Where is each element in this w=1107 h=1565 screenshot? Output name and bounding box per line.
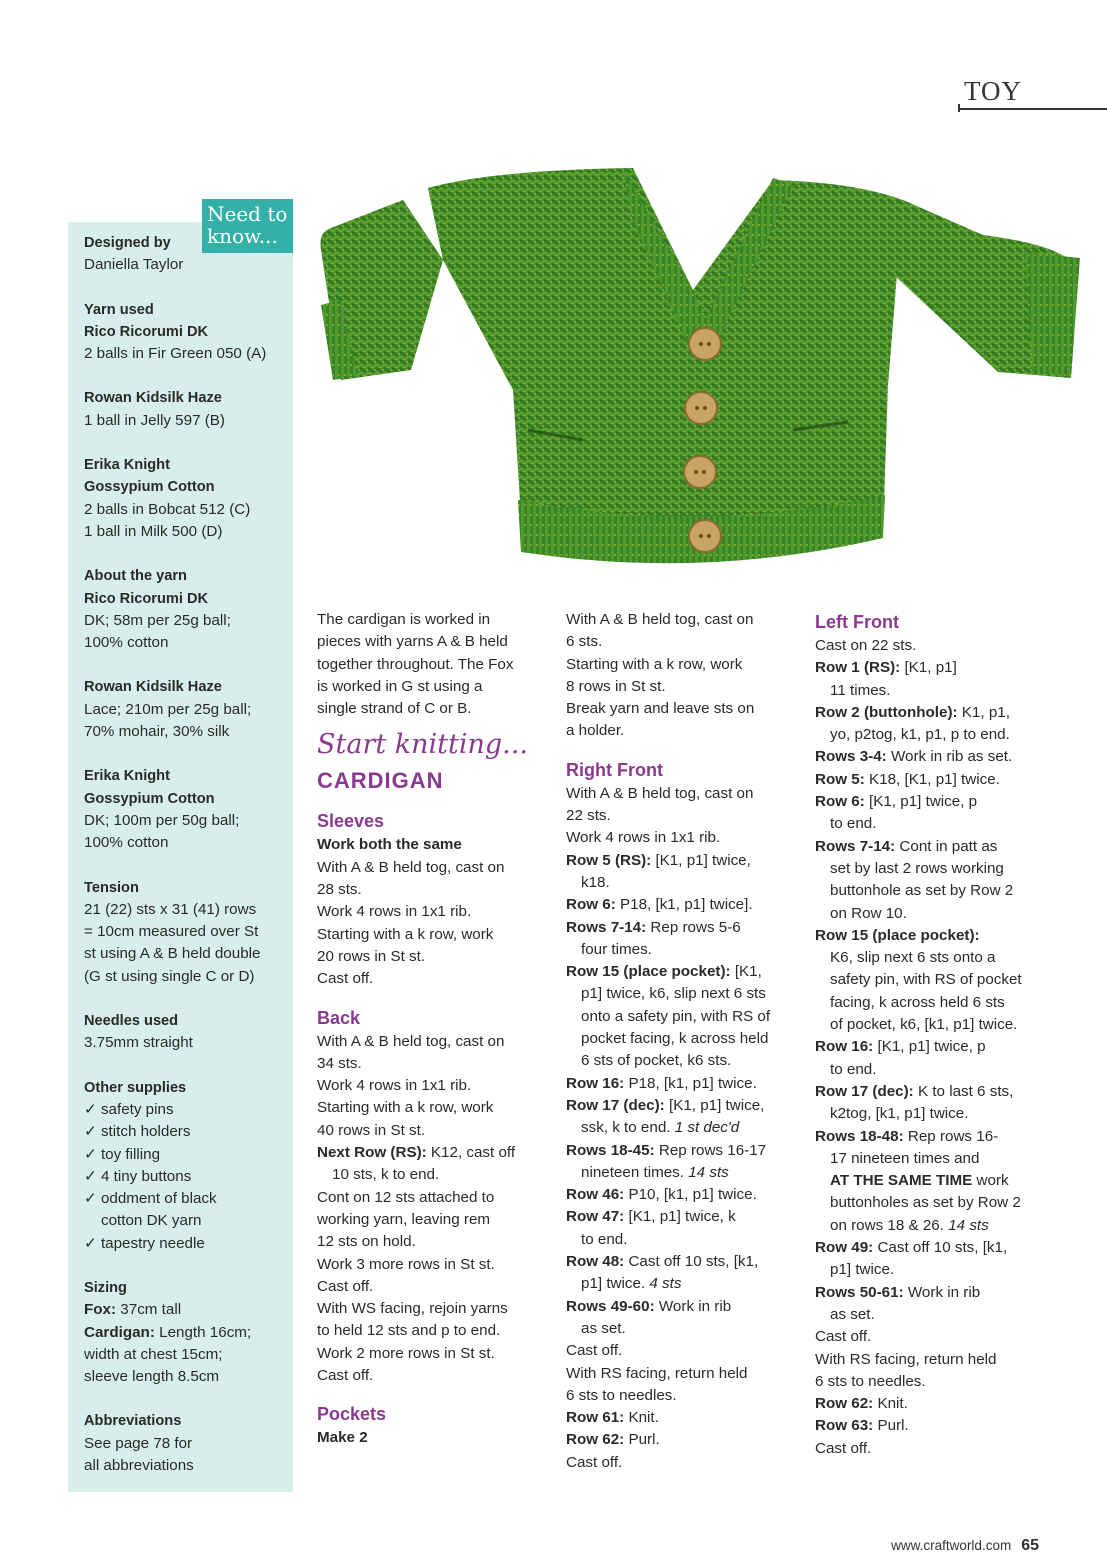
row-text: P10, [k1, p1] twice. — [628, 1186, 757, 1204]
sleeves-line: With A & B held tog, cast on — [317, 858, 505, 876]
row-17 — [815, 1081, 1055, 1103]
supply-item-continued: cotton DK yarn — [101, 1212, 202, 1230]
supply-item: ✓ 4 tiny buttons — [84, 1167, 192, 1185]
sleeves-line: 28 sts. — [317, 881, 362, 899]
row-6 — [566, 894, 806, 916]
row-17 — [566, 1095, 806, 1117]
row-text: [K1, p1] — [904, 659, 957, 677]
row-label: Row 49: — [815, 1239, 874, 1257]
sidebar-line: 21 (22) sts x 31 (41) rows — [84, 900, 257, 918]
row-label: Row 15 (place pocket): — [815, 926, 980, 944]
row-62 — [815, 1393, 1055, 1415]
sidebar-subheading: Rico Ricorumi DK — [84, 323, 209, 340]
row-5 — [815, 769, 1055, 791]
cast-off-line: Cast off. — [566, 1453, 623, 1471]
sizing-fox-value: 37cm tall — [120, 1301, 182, 1319]
sidebar-line: width at chest 15cm; — [84, 1345, 223, 1363]
row-text: [K1, p1] twice, p — [877, 1038, 986, 1056]
back-line: 40 rows in St st. — [317, 1121, 426, 1139]
row-text: Work in rib — [907, 1283, 981, 1301]
pattern-column-3 — [815, 609, 1055, 1460]
sidebar-content — [84, 232, 289, 1499]
sidebar-abbreviations — [84, 1410, 289, 1477]
pockets-line: 8 rows in St st. — [566, 677, 666, 695]
cardigan-illustration — [293, 140, 1107, 590]
left-front-heading: Left Front — [815, 612, 899, 632]
sleeves-heading: Sleeves — [317, 811, 385, 832]
row-label: Rows 49-60: — [566, 1297, 655, 1315]
row-61 — [566, 1407, 806, 1429]
row-text: K6, slip next 6 sts onto a — [830, 949, 996, 967]
row-text: [K1, p1] twice, — [655, 851, 751, 869]
row-text: Work in rib as set. — [890, 748, 1013, 766]
row-label: Row 5 (RS): — [566, 851, 652, 869]
row-5 — [566, 850, 806, 872]
sidebar-heading: Tension — [84, 879, 139, 896]
pockets-heading: Pockets — [317, 1404, 387, 1425]
page-number: 65 — [1021, 1537, 1039, 1554]
cardigan-photo — [293, 140, 1107, 590]
back-heading: Back — [317, 1007, 361, 1028]
right-front-line: 22 sts. — [566, 807, 611, 825]
intro-line: single strand of C or B. — [317, 700, 472, 718]
sleeves-line: Starting with a k row, work — [317, 925, 494, 943]
row-48-cont — [566, 1273, 806, 1295]
button-icon — [684, 456, 716, 488]
right-front-line: With A & B held tog, cast on — [566, 784, 754, 802]
row-text: ssk, k to end. — [581, 1119, 671, 1137]
section-tag-rule — [958, 108, 1107, 110]
rows-18-48-end — [815, 1215, 1055, 1237]
sizing-fox-label: Fox: — [84, 1301, 117, 1319]
row-49 — [815, 1237, 1055, 1259]
supply-item: ✓ oddment of black — [84, 1190, 217, 1208]
row-17-cont — [566, 1117, 806, 1139]
row-text: [K1, — [734, 963, 762, 981]
row-text: k18. — [581, 873, 610, 891]
badge-line: Need to — [207, 202, 288, 226]
badge-line: know... — [207, 224, 278, 248]
back-line: Work 4 rows in 1x1 rib. — [317, 1077, 472, 1095]
row-label: Rows 50-61: — [815, 1283, 904, 1301]
sidebar-heading: Abbreviations — [84, 1413, 182, 1430]
sizing-fox — [84, 1299, 289, 1321]
row-text: Purl. — [877, 1417, 909, 1435]
row-label: Row 5: — [815, 770, 865, 788]
pockets-line: Break yarn and leave sts on — [566, 700, 755, 718]
sleeves-line: Work 4 rows in 1x1 rib. — [317, 903, 472, 921]
row-text: [K1, p1] twice, k — [628, 1208, 736, 1226]
supply-item: ✓ tapestry needle — [84, 1234, 205, 1252]
pockets-line: a holder. — [566, 722, 625, 740]
row-text: Work in rib — [658, 1297, 732, 1315]
sidebar-line: all abbreviations — [84, 1457, 194, 1475]
row-label: Row 17 (dec): — [566, 1096, 665, 1114]
row-1 — [815, 657, 1055, 679]
back-line: 12 sts on hold. — [317, 1233, 416, 1251]
row-text: K1, p1, — [961, 703, 1010, 721]
sidebar-heading: Erika Knight — [84, 768, 170, 785]
row-2 — [815, 702, 1055, 724]
sidebar-heading: Sizing — [84, 1279, 127, 1296]
stitch-count: 4 sts — [649, 1275, 682, 1293]
cast-off-line: Cast off. — [815, 1439, 872, 1457]
row-label: Row 16: — [566, 1074, 625, 1092]
row-label: Rows 3-4: — [815, 748, 887, 766]
row-text: p1] twice. — [830, 1261, 895, 1279]
row-16 — [566, 1073, 806, 1095]
rows-18-48 — [815, 1126, 1055, 1148]
supply-item: ✓ toy filling — [84, 1145, 161, 1163]
sidebar-line: 3.75mm straight — [84, 1034, 193, 1052]
row-48 — [566, 1251, 806, 1273]
row-label: Row 17 (dec): — [815, 1082, 914, 1100]
sidebar-needles — [84, 1010, 289, 1055]
row-text: on rows 18 & 26. — [830, 1216, 944, 1234]
row-label: Row 2 (buttonhole): — [815, 703, 958, 721]
sidebar-heading: Erika Knight — [84, 457, 170, 474]
row-text: k2tog, [k1, p1] twice. — [830, 1105, 969, 1123]
instruction-line: With RS facing, return held — [815, 1350, 997, 1368]
button-icon — [689, 328, 721, 360]
rows-7-14 — [566, 917, 806, 939]
sidebar-subheading: Gossypium Cotton — [84, 479, 215, 496]
row-text: p1] twice, k6, slip next 6 sts — [581, 985, 766, 1003]
sidebar-line: = 10cm measured over St — [84, 923, 259, 941]
rows-49-60 — [566, 1296, 806, 1318]
instruction-line: With RS facing, return held — [566, 1364, 748, 1382]
row-text: 17 nineteen times and — [830, 1149, 980, 1167]
row-label: Row 47: — [566, 1208, 625, 1226]
back-line: Work 2 more rows in St st. — [317, 1344, 495, 1362]
sidebar-about-kidsilk — [84, 676, 289, 743]
sidebar-heading: Needles used — [84, 1013, 179, 1030]
sidebar-subheading: Gossypium Cotton — [84, 790, 215, 807]
row-text: [K1, p1] twice, — [668, 1096, 765, 1114]
sidebar-supplies — [84, 1077, 289, 1255]
start-knitting-heading: Start knitting... — [317, 729, 528, 761]
need-to-know-sidebar — [68, 222, 293, 1492]
rows-18-45-cont — [566, 1162, 806, 1184]
row-label: Rows 7-14: — [815, 837, 896, 855]
row-text: Knit. — [877, 1395, 908, 1413]
row-text: pocket facing, k across held — [581, 1030, 769, 1048]
row-text: K12, cast off — [430, 1144, 516, 1162]
row-text: work — [976, 1172, 1009, 1190]
rows-18-45 — [566, 1140, 806, 1162]
cardigan-heading: CARDIGAN — [317, 768, 444, 794]
row-label: Row 46: — [566, 1186, 625, 1204]
row-text: [K1, p1] twice, p — [869, 793, 978, 811]
sidebar-line: See page 78 for — [84, 1434, 193, 1452]
sizing-cardigan-value: Length 16cm; — [159, 1323, 252, 1341]
pattern-column-2 — [566, 609, 806, 1474]
row-text: Rep rows 16-17 — [658, 1141, 767, 1159]
row-label: Rows 18-48: — [815, 1127, 904, 1145]
rows-50-61 — [815, 1282, 1055, 1304]
sidebar-yarn-erika — [84, 454, 289, 543]
sizing-cardigan — [84, 1322, 289, 1344]
at-same-time — [815, 1170, 1055, 1192]
stitch-count: 1 st dec'd — [674, 1119, 740, 1137]
sidebar-heading: Rowan Kidsilk Haze — [84, 679, 222, 696]
sleeves-subheading: Work both the same — [317, 836, 462, 854]
row-text: to end. — [830, 1060, 877, 1078]
sleeves-line: Cast off. — [317, 970, 374, 988]
row-text: to end. — [830, 815, 877, 833]
sidebar-line: DK; 100m per 50g ball; — [84, 811, 240, 829]
back-line: Cast off. — [317, 1367, 374, 1385]
right-cuff — [1025, 252, 1080, 376]
back-line: With A & B held tog, cast on — [317, 1032, 505, 1050]
footer-url[interactable]: www.craftworld.com — [891, 1538, 1012, 1553]
back-line: 34 sts. — [317, 1054, 362, 1072]
sidebar-line: 2 balls in Fir Green 050 (A) — [84, 345, 267, 363]
sidebar-line: 70% mohair, 30% silk — [84, 723, 230, 741]
sidebar-about-yarn — [84, 565, 289, 654]
pockets-line: 6 sts. — [566, 633, 603, 651]
supply-item: ✓ safety pins — [84, 1100, 174, 1118]
sidebar-line: Lace; 210m per 25g ball; — [84, 700, 252, 718]
row-label: Row 1 (RS): — [815, 659, 901, 677]
sidebar-line: (G st using single C or D) — [84, 967, 255, 985]
sidebar-about-erika — [84, 765, 289, 854]
row-label: Row 6: — [566, 896, 616, 914]
sidebar-sizing — [84, 1277, 289, 1388]
sidebar-line: 1 ball in Jelly 597 (B) — [84, 411, 225, 429]
sidebar-tension — [84, 877, 289, 988]
row-label: Row 6: — [815, 793, 865, 811]
supply-item: ✓ stitch holders — [84, 1123, 191, 1141]
pockets-line: With A & B held tog, cast on — [566, 611, 754, 628]
back-line: Work 3 more rows in St st. — [317, 1255, 495, 1273]
intro-line: is worked in G st using a — [317, 677, 483, 695]
row-text: yo, p2tog, k1, p1, p to end. — [830, 726, 1010, 744]
row-text: p1] twice. — [581, 1275, 646, 1293]
row-text: to end. — [581, 1230, 628, 1248]
row-text: buttonhole as set by Row 2 — [830, 882, 1014, 900]
sidebar-heading: Designed by — [84, 235, 171, 251]
row-text: Cont in patt as — [899, 837, 998, 855]
row-label: Row 62: — [815, 1395, 874, 1413]
back-line: Starting with a k row, work — [317, 1099, 494, 1117]
sizing-cardigan-label: Cardigan: — [84, 1323, 155, 1341]
back-line: working yarn, leaving rem — [317, 1210, 491, 1228]
sidebar-line: sleeve length 8.5cm — [84, 1368, 220, 1386]
page-footer — [891, 1537, 1039, 1555]
sidebar-yarn-kidsilk — [84, 387, 289, 432]
row-62 — [566, 1429, 806, 1451]
row-text: four times. — [581, 940, 652, 958]
sidebar-line: 2 balls in Bobcat 512 (C) — [84, 500, 251, 518]
right-front-line: Work 4 rows in 1x1 rib. — [566, 829, 721, 847]
row-text: nineteen times. — [581, 1163, 684, 1181]
button-icon — [685, 392, 717, 424]
row-text: set by last 2 rows working — [830, 859, 1004, 877]
cardigan-body — [428, 168, 903, 557]
row-text: Knit. — [628, 1409, 659, 1427]
row-text: as set. — [830, 1305, 875, 1323]
row-6 — [815, 791, 1055, 813]
intro-line: pieces with yarns A & B held — [317, 633, 508, 651]
button-icon — [689, 520, 721, 552]
sidebar-heading: Yarn used — [84, 301, 154, 318]
row-label: Row 15 (place pocket): — [566, 963, 731, 981]
back-line: With WS facing, rejoin yarns — [317, 1300, 508, 1318]
sidebar-heading: About the yarn — [84, 568, 187, 585]
row-label: Rows 7-14: — [566, 918, 647, 936]
row-47 — [566, 1206, 806, 1228]
row-label: Row 61: — [566, 1409, 625, 1427]
cast-off-line: Cast off. — [566, 1342, 623, 1360]
row-label: Row 16: — [815, 1038, 874, 1056]
row-15 — [566, 961, 806, 983]
intro-line: The cardigan is worked in — [317, 611, 491, 628]
sidebar-line: DK; 58m per 25g ball; — [84, 611, 231, 629]
instruction-line: 6 sts to needles. — [815, 1372, 926, 1390]
row-text: Cast off 10 sts, [k1, — [877, 1239, 1008, 1257]
sidebar-yarn-used — [84, 299, 289, 366]
row-text: Purl. — [628, 1431, 660, 1449]
row-text: K18, [K1, p1] twice. — [869, 770, 1000, 788]
back-line: Cast off. — [317, 1277, 374, 1295]
row-63 — [815, 1415, 1055, 1437]
row-text: P18, [k1, p1] twice. — [628, 1074, 757, 1092]
section-tag — [958, 76, 1107, 112]
stitch-count: 14 sts — [688, 1163, 729, 1181]
row-text: P18, [k1, p1] twice]. — [620, 896, 753, 914]
row-text: K to last 6 sts, — [917, 1082, 1014, 1100]
emphasis-text: AT THE SAME TIME — [830, 1172, 973, 1190]
sidebar-line: 1 ball in Milk 500 (D) — [84, 522, 223, 540]
back-line: to held 12 sts and p to end. — [317, 1322, 501, 1340]
row-text: onto a safety pin, with RS of — [581, 1007, 771, 1025]
row-text: as set. — [581, 1319, 626, 1337]
sidebar-line: Daniella Taylor — [84, 256, 184, 274]
back-line: Cont on 12 sts attached to — [317, 1188, 495, 1206]
back-line: 10 sts, k to end. — [332, 1166, 440, 1184]
row-text: Rep rows 5-6 — [650, 918, 741, 936]
row-text: buttonholes as set by Row 2 — [830, 1194, 1021, 1212]
pockets-subheading: Make 2 — [317, 1429, 368, 1447]
row-text: 6 sts of pocket, k6 sts. — [581, 1052, 732, 1070]
row-label: Row 48: — [566, 1253, 625, 1271]
intro-line: together throughout. The Fox — [317, 655, 514, 673]
row-16 — [815, 1036, 1055, 1058]
rows-7-14 — [815, 836, 1055, 858]
row-label: Rows 18-45: — [566, 1141, 655, 1159]
row-label: Row 63: — [815, 1417, 874, 1435]
pockets-line: Starting with a k row, work — [566, 655, 743, 673]
row-text: 11 times. — [830, 681, 891, 699]
row-label: Row 62: — [566, 1431, 625, 1449]
sleeves-line: 20 rows in St st. — [317, 947, 426, 965]
row-text: on Row 10. — [830, 904, 907, 922]
sidebar-heading: Other supplies — [84, 1079, 187, 1096]
row-text: Cast off 10 sts, [k1, — [628, 1253, 759, 1271]
rows-3-4 — [815, 746, 1055, 768]
sidebar-line: st using A & B held double — [84, 945, 261, 963]
row-text: safety pin, with RS of pocket — [830, 971, 1022, 989]
pattern-column-1 — [317, 609, 557, 1450]
row-text: facing, k across held 6 sts — [830, 993, 1005, 1011]
need-to-know-badge — [202, 199, 295, 253]
instruction-line: Cast on 22 sts. — [815, 637, 917, 654]
sidebar-line: 100% cotton — [84, 634, 169, 652]
section-tag-label: TOY — [964, 76, 1023, 106]
cast-off-line: Cast off. — [815, 1328, 872, 1346]
row-label: Next Row (RS): — [317, 1144, 427, 1162]
back-next-row — [317, 1142, 557, 1164]
stitch-count: 14 sts — [948, 1216, 989, 1234]
row-46 — [566, 1184, 806, 1206]
sidebar-heading: Rowan Kidsilk Haze — [84, 390, 222, 407]
sidebar-subheading: Rico Ricorumi DK — [84, 590, 209, 607]
row-text: Rep rows 16- — [907, 1127, 999, 1145]
sidebar-line: 100% cotton — [84, 834, 169, 852]
right-front-heading: Right Front — [566, 759, 663, 780]
instruction-line: 6 sts to needles. — [566, 1386, 677, 1404]
row-text: of pocket, k6, [k1, p1] twice. — [830, 1016, 1018, 1034]
